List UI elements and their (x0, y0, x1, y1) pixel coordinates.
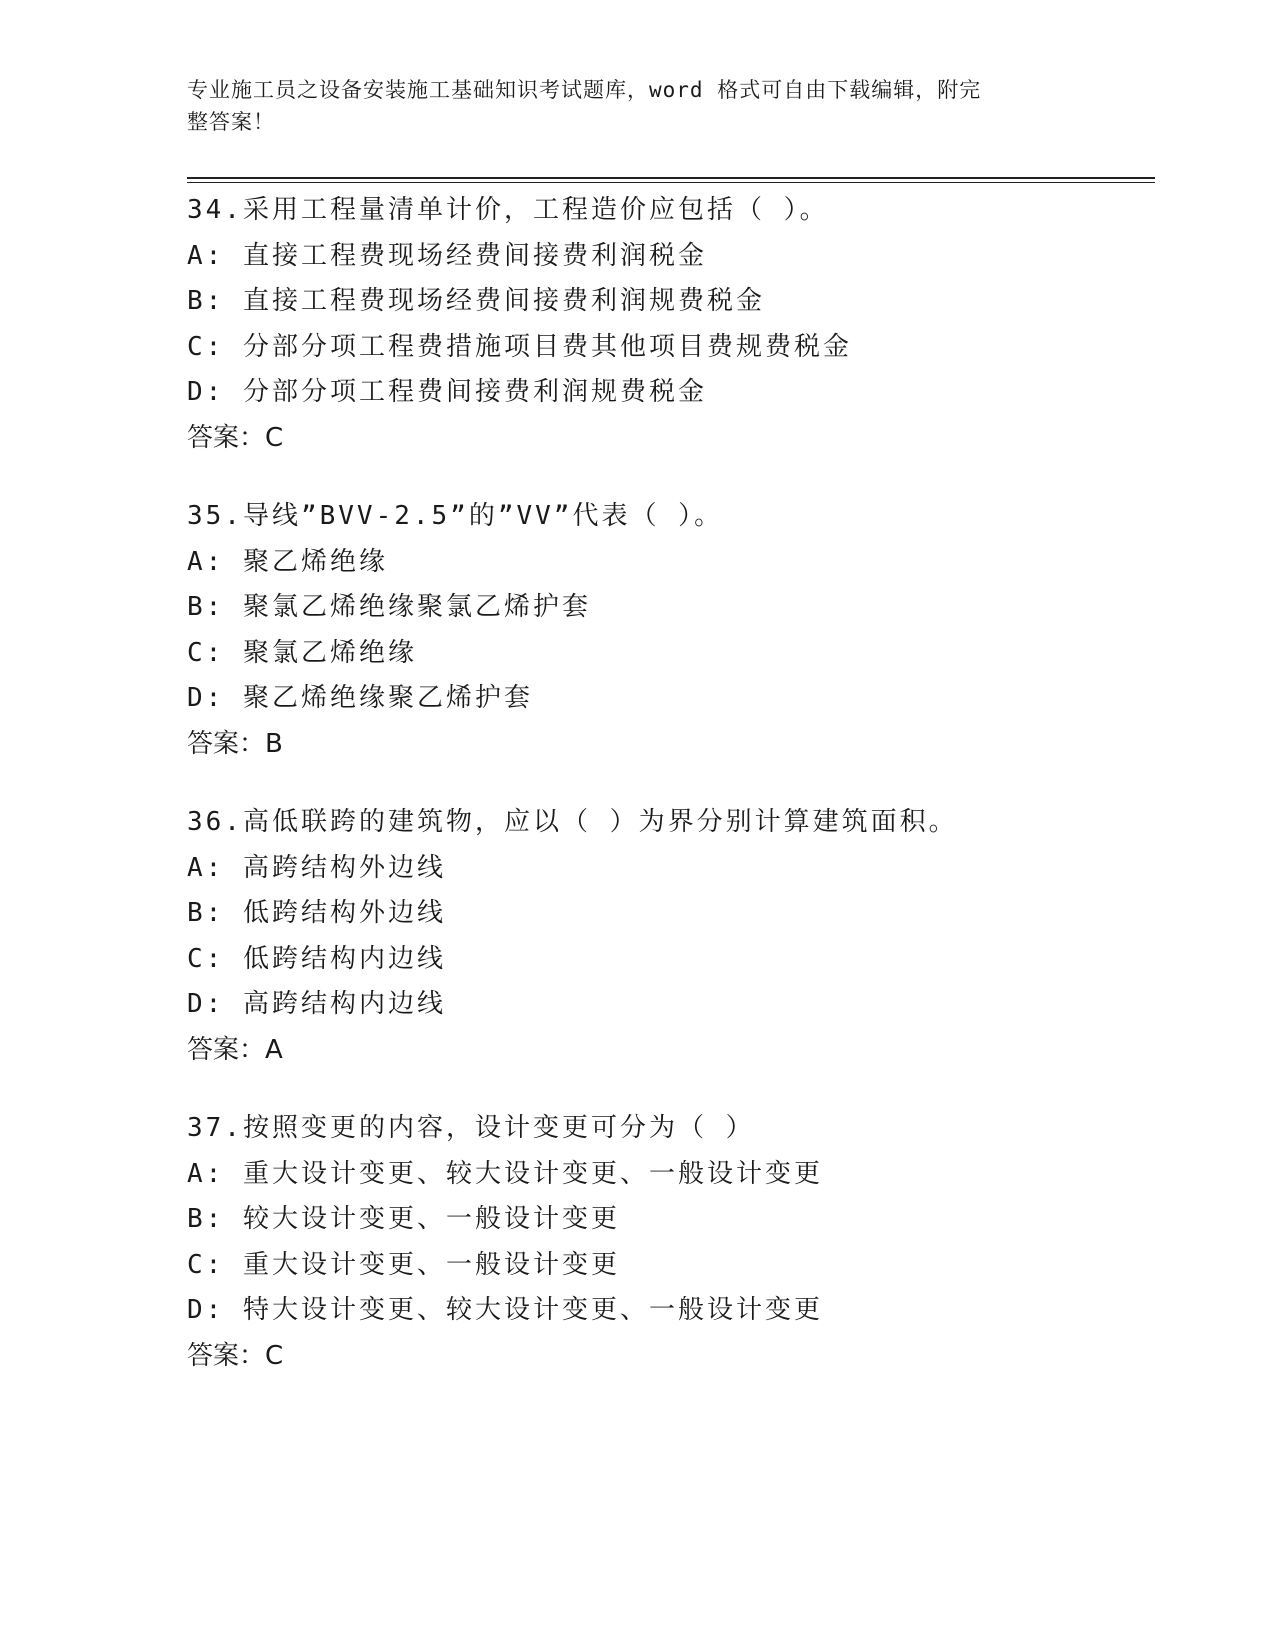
question-stem: 37.按照变更的内容，设计变更可分为（ ） (187, 1113, 755, 1143)
question-stem: 34.采用工程量清单计价，工程造价应包括（ ）。 (187, 195, 829, 225)
option-b: B: 直接工程费现场经费间接费利润规费税金 (187, 286, 765, 316)
question-block-37 (187, 1106, 1147, 1379)
header-divider-thin (187, 182, 1155, 183)
option-a: A: 聚乙烯绝缘 (187, 546, 388, 577)
option-c: C: 聚氯乙烯绝缘 (187, 637, 417, 668)
option-d: D: 分部分项工程费间接费利润规费税金 (187, 377, 707, 407)
document-header (187, 74, 1067, 138)
header-line-2: 整答案！ (187, 110, 275, 134)
option-a: A: 重大设计变更、较大设计变更、一般设计变更 (187, 1158, 823, 1189)
answer-line: 答案：B (187, 728, 283, 759)
question-stem: 35.导线”BVV-2.5”的”VV”代表（ ）。 (187, 501, 724, 531)
option-d: D: 特大设计变更、较大设计变更、一般设计变更 (187, 1295, 823, 1325)
question-block-35 (187, 494, 1147, 767)
option-b: B: 聚氯乙烯绝缘聚氯乙烯护套 (187, 592, 591, 622)
option-c: C: 低跨结构内边线 (187, 943, 446, 974)
answer-line: 答案：C (187, 422, 284, 453)
question-block-36 (187, 800, 1147, 1073)
option-a: A: 直接工程费现场经费间接费利润税金 (187, 240, 707, 271)
option-b: B: 低跨结构外边线 (187, 898, 446, 928)
question-stem: 36.高低联跨的建筑物，应以（ ）为界分别计算建筑面积。 (187, 807, 958, 837)
option-d: D: 高跨结构内边线 (187, 989, 446, 1019)
answer-line: 答案：C (187, 1340, 284, 1371)
header-divider-thick (187, 177, 1155, 179)
header-line-1: 专业施工员之设备安装施工基础知识考试题库，word 格式可自由下载编辑，附完 (187, 78, 982, 102)
answer-line: 答案：A (187, 1034, 283, 1065)
question-block-34 (187, 188, 1147, 461)
option-b: B: 较大设计变更、一般设计变更 (187, 1204, 620, 1234)
option-c: C: 重大设计变更、一般设计变更 (187, 1249, 620, 1280)
option-d: D: 聚乙烯绝缘聚乙烯护套 (187, 683, 533, 713)
question-list (187, 188, 1147, 1412)
option-c: C: 分部分项工程费措施项目费其他项目费规费税金 (187, 331, 852, 362)
option-a: A: 高跨结构外边线 (187, 852, 446, 883)
